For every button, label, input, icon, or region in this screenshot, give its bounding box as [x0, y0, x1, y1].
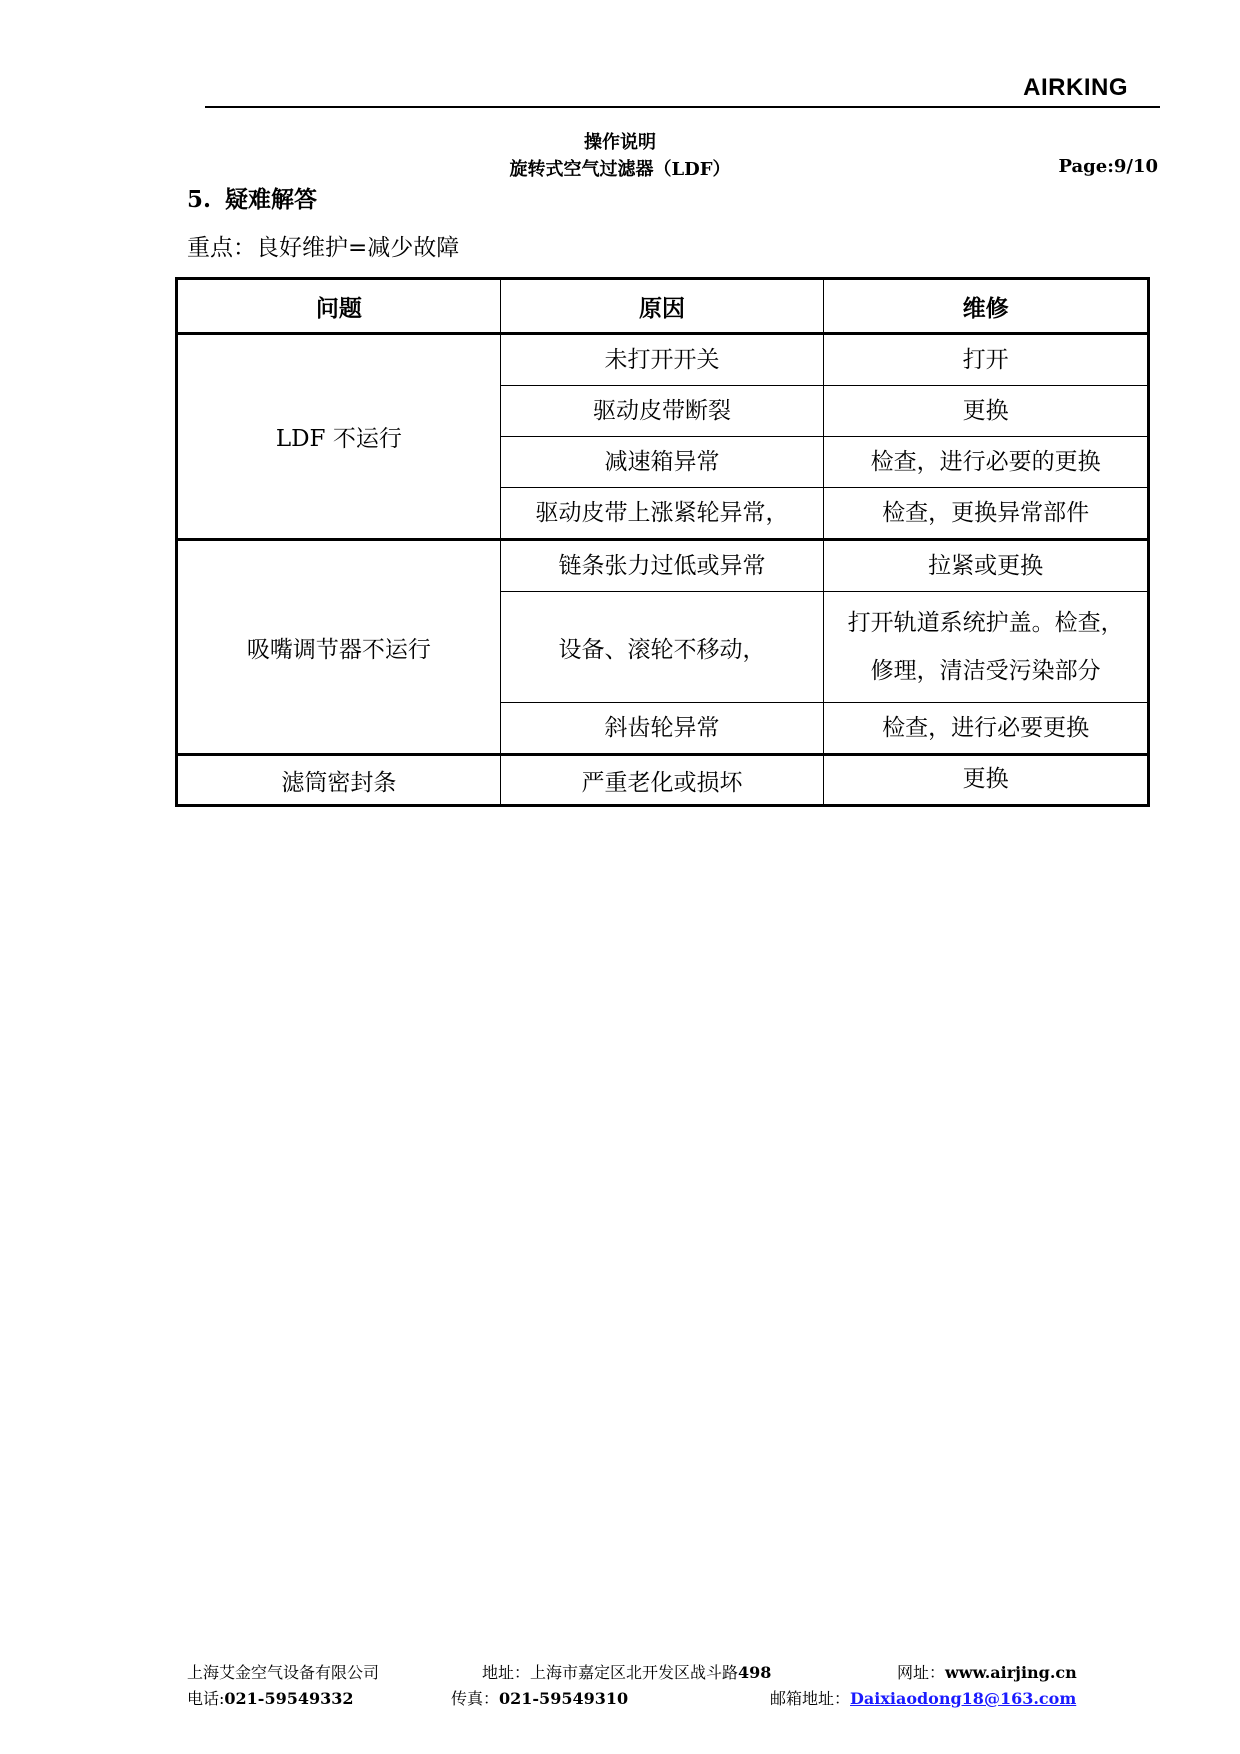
- document-title: 操作说明: [584, 132, 656, 153]
- troubleshooting-table: [175, 277, 1150, 807]
- footer-website-url: www.airjing.cn: [945, 1663, 1077, 1682]
- key-point-text: 重点：良好维护=减少故障: [187, 235, 460, 261]
- section-title: 疑难解答: [225, 186, 318, 213]
- fix-line: 打开轨道系统护盖。检查，: [847, 610, 1124, 636]
- brand-logo-text: AIRKING: [1023, 74, 1128, 101]
- document-subtitle: 旋转式空气过滤器（LDF）: [509, 159, 731, 180]
- section-heading: [187, 181, 317, 214]
- column-header-cause: 原因: [500, 279, 824, 334]
- fix-line: 修理，清洁受污染部分: [870, 658, 1101, 684]
- fix-cell: 拉紧或更换: [824, 540, 1149, 592]
- cause-cell: 驱动皮带断裂: [500, 386, 824, 437]
- cause-cell: 严重老化或损坏: [500, 755, 824, 806]
- footer-address-label: 地址：: [482, 1663, 531, 1682]
- problem-cell: 滤筒密封条: [177, 755, 501, 806]
- footer-email: [770, 1686, 1076, 1709]
- footer-fax-number: 021-59549310: [499, 1689, 629, 1708]
- footer-address: [482, 1660, 771, 1683]
- fix-cell: 检查，进行必要的更换: [824, 437, 1149, 488]
- cause-cell: 设备、滚轮不移动，: [500, 592, 824, 703]
- footer-phone: [187, 1686, 354, 1709]
- problem-cell: 吸嘴调节器不运行: [177, 540, 501, 755]
- column-header-fix: 维修: [824, 279, 1149, 334]
- footer-fax-label: 传真：: [451, 1689, 500, 1708]
- cause-cell: 减速箱异常: [500, 437, 824, 488]
- footer-email-label: 邮箱地址：: [770, 1689, 851, 1708]
- footer-phone-number: 021-59549332: [224, 1689, 354, 1708]
- fix-cell: 更换: [824, 755, 1149, 806]
- section-number: 5.: [187, 186, 212, 213]
- column-header-problem: 问题: [177, 279, 501, 334]
- footer-website: [897, 1660, 1077, 1683]
- fix-cell: 检查，进行必要更换: [824, 703, 1149, 755]
- footer-email-link[interactable]: Daixiaodong18@163.com: [850, 1689, 1077, 1708]
- problem-cell: LDF 不运行: [177, 334, 501, 540]
- table-row: [177, 334, 1149, 386]
- fix-cell: 打开: [824, 334, 1149, 386]
- footer-fax: [451, 1686, 628, 1709]
- fix-cell: 更换: [824, 386, 1149, 437]
- page-number: Page:9/10: [1058, 156, 1158, 177]
- table-row: [177, 540, 1149, 592]
- footer-website-label: 网址：: [897, 1663, 946, 1682]
- table-row: [177, 755, 1149, 806]
- cause-cell: 链条张力过低或异常: [500, 540, 824, 592]
- cause-cell: 未打开开关: [500, 334, 824, 386]
- fix-cell: 检查，更换异常部件: [824, 488, 1149, 540]
- cause-cell: 驱动皮带上涨紧轮异常，: [500, 488, 824, 540]
- cause-cell: 斜齿轮异常: [500, 703, 824, 755]
- footer-address-text: 上海市嘉定区北开发区战斗路: [530, 1663, 739, 1682]
- fix-cell-multiline: [824, 592, 1149, 703]
- table-header-row: [177, 279, 1149, 334]
- footer-phone-label: 电话:: [187, 1689, 225, 1708]
- footer-company: 上海艾金空气设备有限公司: [187, 1663, 380, 1682]
- header-divider: [205, 106, 1160, 108]
- footer-address-number: 498: [738, 1663, 772, 1682]
